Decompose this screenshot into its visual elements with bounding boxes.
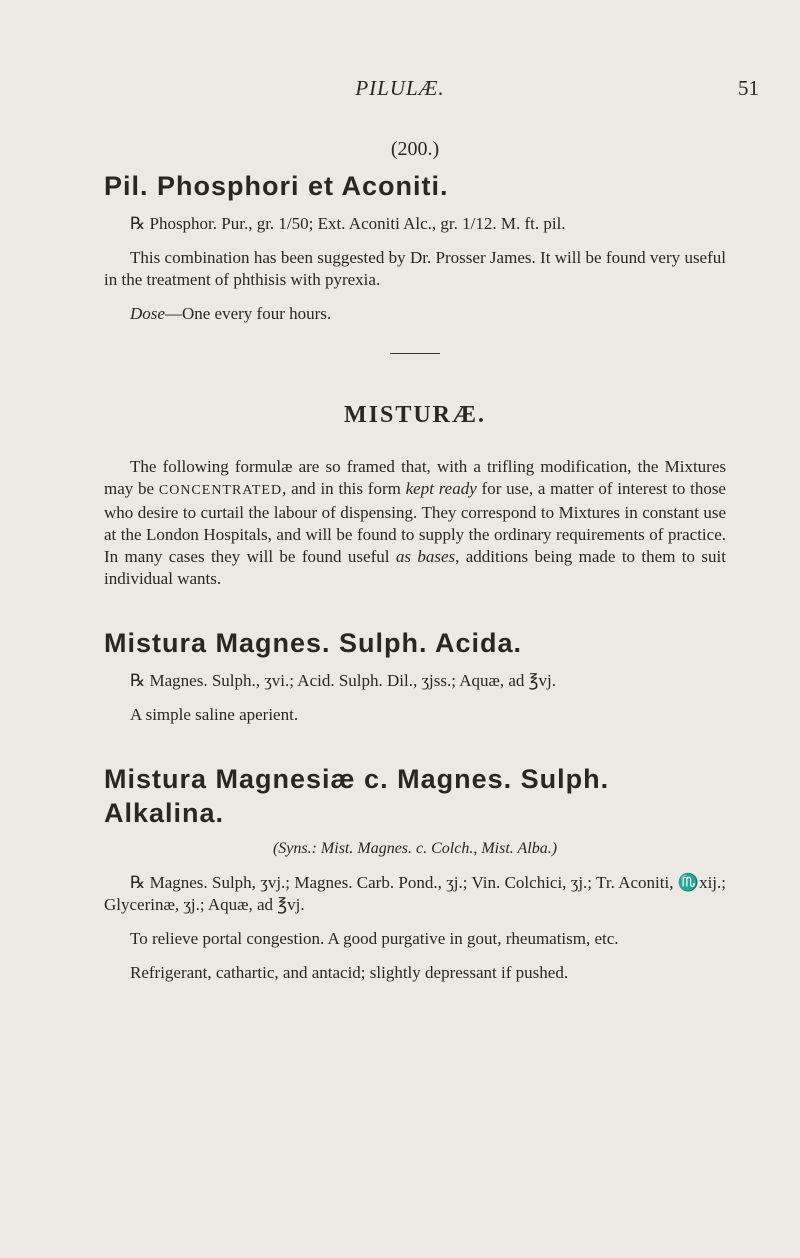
mixture-2-note: Refrigerant, cathartic, and antacid; slightly depressant if pushed. — [130, 963, 569, 982]
page-number: 51 — [738, 76, 759, 100]
synonyms-text: (Syns.: Mist. Magnes. c. Colch., Mist. Alba.) — [272, 840, 558, 857]
intro-italic-2: as bases — [395, 547, 456, 566]
intro-text-1: The following formulæ are so framed that, with a trifling modification, the Mixtures may be — [104, 457, 726, 498]
mixture-2-description: To relieve portal congestion. A good purgative in gout, rheumatism, etc. — [130, 929, 619, 948]
intro-text-3: for use, a matter of interest to those who desire to curtail the labour of dispensing. They correspond to Mixtures in constant use at the London Hospitals, and will be found to supply the ordinary requirements of practice. In many cases they will be found useful — [104, 479, 726, 566]
pill-description: This combination has been suggested by Dr. Prosser James. It will be found very useful in the treatment of phthisis with pyrexia. — [104, 248, 726, 289]
mixture-2-recipe: ℞ Magnes. Sulph, ʒvj.; Magnes. Carb. Pond., ʒj.; Vin. Colchici, ʒj.; Tr. Aconiti, ♏xij.; Glycerinæ, ʒj.; Aquæ, ad ℥vj. — [104, 873, 726, 914]
mixture-1-recipe: ℞ Magnes. Sulph., ʒvi.; Acid. Sulph. Dil., ʒjss.; Aquæ, ad ℥vj. — [130, 671, 556, 690]
intro-caps: CONCENTRATED — [158, 483, 283, 498]
dose-text: —One every four hours. — [164, 304, 332, 323]
section-intro — [104, 456, 726, 590]
pill-recipe: ℞ Phosphor. Pur., gr. 1/50; Ext. Aconiti Alc., gr. 1/12. M. ft. pil. — [130, 214, 566, 233]
page-content — [104, 138, 726, 996]
intro-text-4: , additions being made to them to suit individual wants. — [104, 547, 726, 588]
intro-text-2: , and in this form — [282, 479, 406, 498]
section-divider — [390, 353, 440, 354]
mixture-1-description: A simple saline aperient. — [130, 705, 299, 724]
mixture-2-synonyms — [104, 840, 726, 858]
intro-italic-1: kept ready — [405, 479, 477, 498]
pill-dose — [104, 303, 726, 325]
mixture-2-title: Mistura Magnesiæ c. Magnes. Sulph. Alkalina. — [104, 764, 610, 828]
section-title: MISTURÆ. — [343, 402, 486, 428]
formula-number: (200.) — [390, 138, 440, 160]
dose-label: Dose — [130, 304, 165, 323]
mixture-1-title: Mistura Magnes. Sulph. Acida. — [104, 628, 523, 658]
pill-title: Pil. Phosphori et Aconiti. — [104, 171, 449, 201]
running-title: PILULÆ. — [355, 76, 445, 100]
